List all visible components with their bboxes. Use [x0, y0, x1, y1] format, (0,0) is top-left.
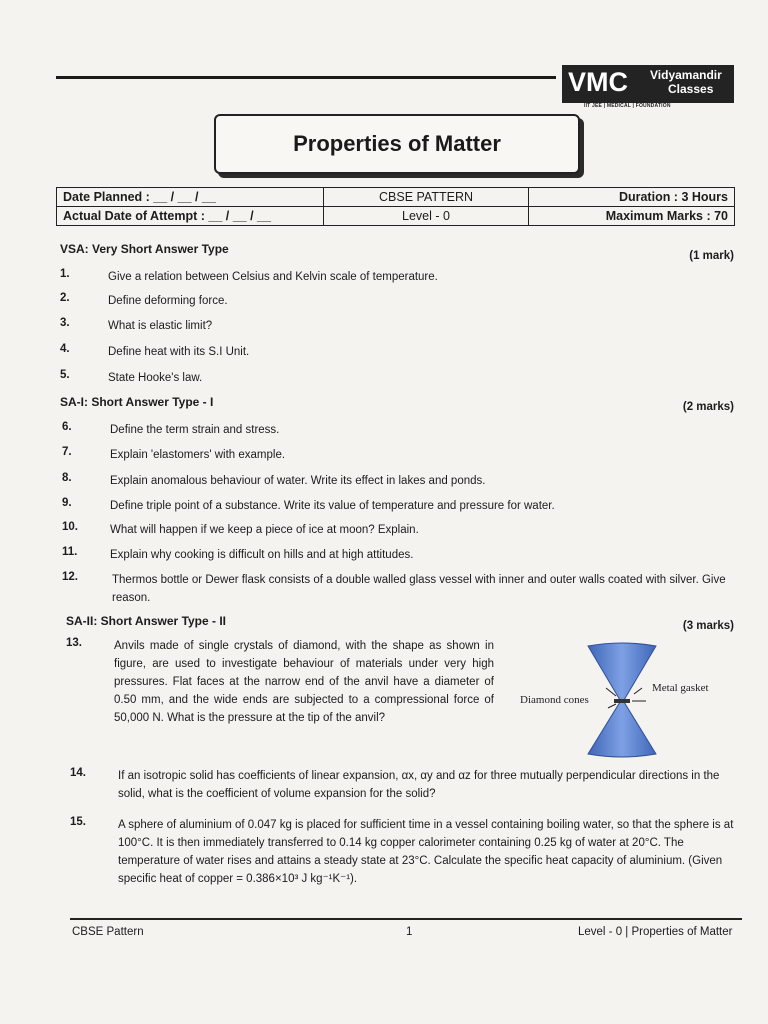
info-row	[57, 188, 735, 207]
question-number: 15.	[70, 816, 86, 828]
pattern-cell: CBSE PATTERN	[324, 188, 529, 207]
question-text: Define the term strain and stress.	[110, 424, 280, 436]
question-number: 13.	[66, 637, 82, 649]
footer-left: CBSE Pattern	[72, 926, 144, 938]
question-number: 5.	[60, 369, 70, 381]
diamond-anvil-figure	[516, 642, 738, 760]
info-table	[56, 187, 735, 226]
question-text: What is elastic limit?	[108, 320, 213, 332]
level-cell: Level - 0	[324, 207, 529, 226]
duration-cell: Duration : 3 Hours	[529, 188, 735, 207]
pointer-arrow	[608, 704, 616, 708]
question-number: 6.	[62, 421, 72, 433]
question-text: Define triple point of a substance. Write its value of temperature and pressure for water.	[110, 500, 555, 512]
question-text: Define deforming force.	[108, 295, 228, 307]
section-marks: (2 marks)	[682, 401, 734, 413]
section-marks: (1 mark)	[689, 250, 734, 262]
section-marks: (3 marks)	[682, 620, 734, 632]
section-title: SA-II: Short Answer Type - II	[66, 614, 227, 628]
question-number: 10.	[62, 521, 78, 533]
question-text: A sphere of aluminium of 0.047 kg is placed for sufficient time in a vessel containing boiling water, so that the sphere is at 100°C. It is then immediately transferred to 0.14 kg copper calorimeter containing 0.25 kg of water at 20°C. The temperature of water rises and attains a steady state at 23°C. Calculate the specific heat capacity of aluminium. (Given specific heat of copper = 0.386×10³ J kg⁻¹K⁻¹).	[118, 819, 734, 885]
question-text: What will happen if we keep a piece of ice at moon? Explain.	[110, 524, 419, 536]
question-text: State Hooke's law.	[108, 372, 203, 384]
logo-mark: VMC	[568, 67, 628, 97]
question-number: 2.	[60, 292, 70, 304]
question-number: 11.	[62, 546, 78, 558]
question-number: 4.	[60, 343, 70, 355]
question-number: 3.	[60, 317, 70, 329]
question-text: Define heat with its S.I Unit.	[108, 346, 250, 358]
question-text: Explain 'elastomers' with example.	[110, 449, 286, 461]
question-text: Give a relation between Celsius and Kelvin scale of temperature.	[108, 271, 438, 283]
lower-diamond-cone	[588, 702, 656, 757]
section-title: SA-I: Short Answer Type - I	[60, 395, 214, 409]
footer-right: Level - 0 | Properties of Matter	[578, 926, 733, 938]
question-text: Thermos bottle or Dewer flask consists of a double walled glass vessel with inner and outer walls coated with silver. Give reason.	[112, 574, 726, 604]
title-box	[214, 114, 580, 174]
date-planned: Date Planned : __ / __ / __	[57, 188, 324, 207]
question-text: Explain why cooking is difficult on hills and at high attitudes.	[110, 549, 414, 561]
metal-gasket-label: Metal gasket	[652, 682, 709, 694]
question-number: 8.	[62, 472, 72, 484]
page-title: Properties of Matter	[293, 131, 501, 156]
question-text: Anvils made of single crystals of diamond, with the shape as shown in figure, are used to investigate behaviour of materials under very high pressures. Flat faces at the narrow end of the anvil have a diameter of 0.50 mm, and the wide ends are subjected to a compressional force of 50,000 N. What is the pressure at the tip of the anvil?	[114, 640, 494, 724]
max-marks-cell: Maximum Marks : 70	[529, 207, 735, 226]
diamond-cones-label: Diamond cones	[520, 694, 589, 706]
question-number: 1.	[60, 268, 70, 280]
section-title: VSA: Very Short Answer Type	[60, 242, 229, 256]
question-number: 7.	[62, 446, 72, 458]
logo-tagline: IIT JEE | MEDICAL | FOUNDATION	[584, 103, 671, 109]
actual-date: Actual Date of Attempt : __ / __ / __	[57, 207, 324, 226]
question-number: 14.	[70, 767, 86, 779]
logo-line-2: Classes	[668, 82, 714, 96]
question-number: 9.	[62, 497, 72, 509]
question-text: If an isotropic solid has coefficients of linear expansion, αx, αy and αz for three mutually perpendicular directions in the solid, what is the coefficient of volume expansion for the solid?	[118, 770, 720, 800]
header-rule	[56, 76, 556, 79]
question-text: Explain anomalous behaviour of water. Write its effect in lakes and ponds.	[110, 475, 486, 487]
logo-line-1: Vidyamandir	[650, 68, 722, 82]
question-number: 12.	[62, 571, 78, 583]
footer-rule	[70, 918, 742, 920]
pointer-arrow	[634, 688, 642, 694]
metal-gasket	[614, 699, 630, 703]
page-number: 1	[406, 926, 413, 938]
info-row	[57, 207, 735, 226]
upper-diamond-cone	[588, 643, 656, 700]
vmc-logo	[562, 65, 734, 103]
